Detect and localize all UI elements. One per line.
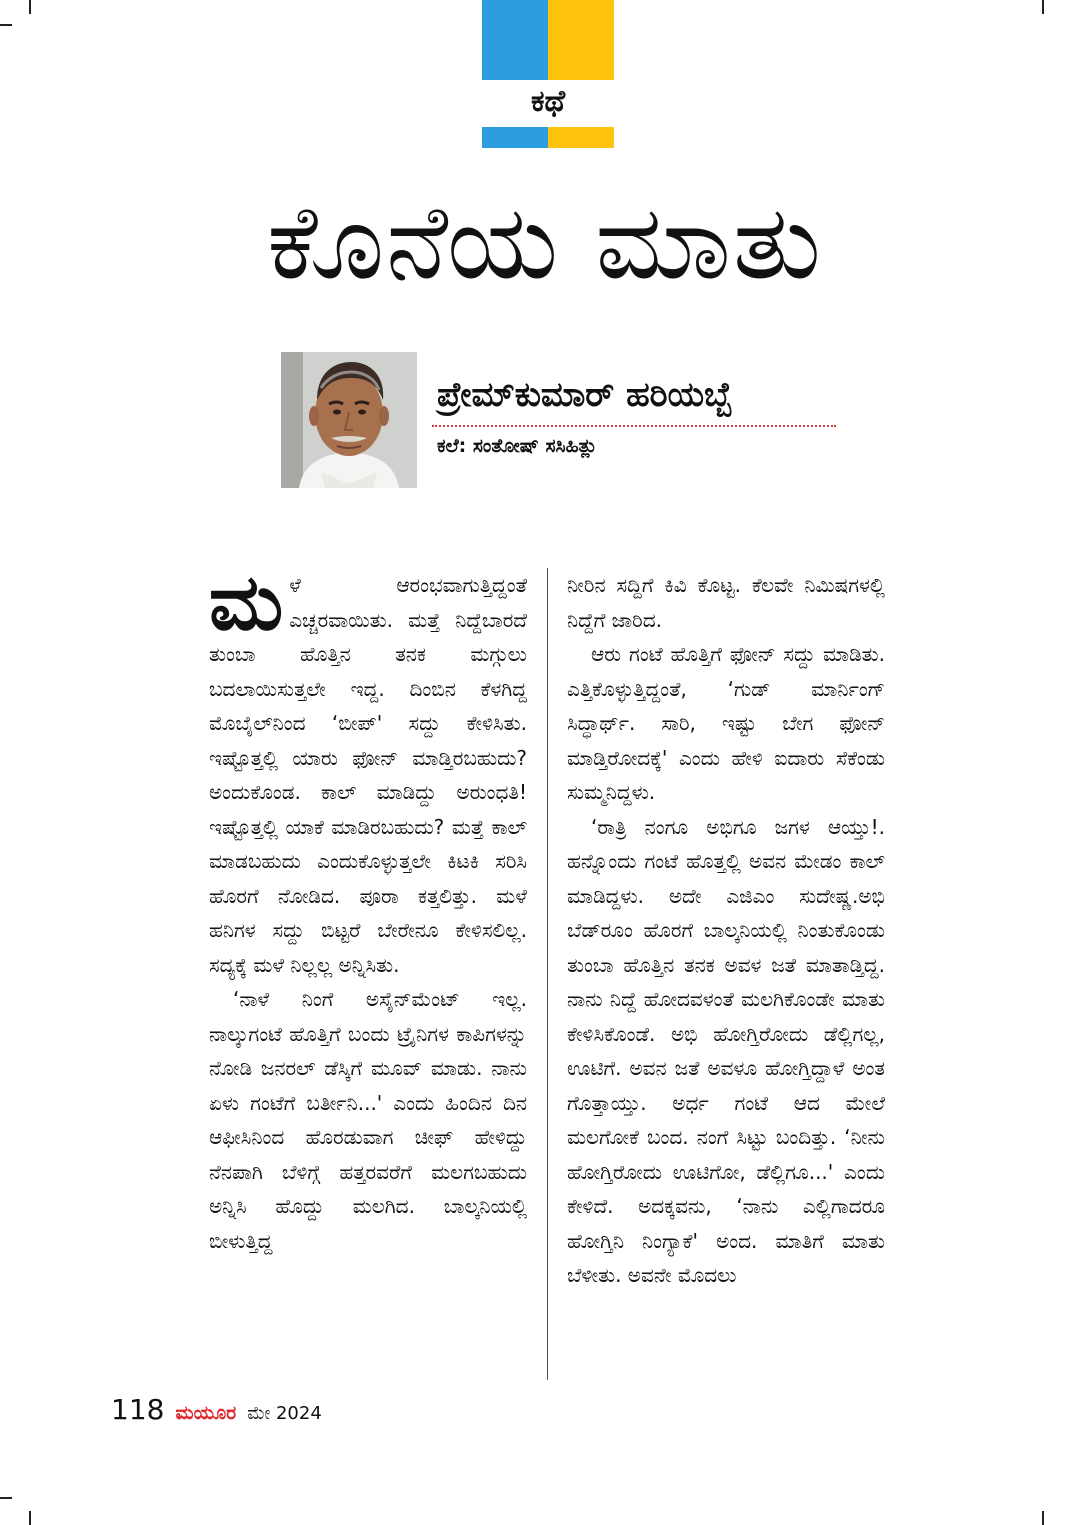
- story-title: ಕೊನೆಯ ಮಾತು: [266, 181, 824, 303]
- article-paragraph: ಆರು ಗಂಟೆ ಹೊತ್ತಿಗೆ ಫೋನ್ ಸದ್ದು ಮಾಡಿತು. ಎತ್ತಿಕೊಳ್ಳುತ್ತಿದ್ದಂತೆ, ‘ಗುಡ್ ಮಾರ್ನಿಂಗ್ ಸಿದ್ಧಾರ್ಥ್. ಸಾರಿ, ಇಷ್ಟು ಬೇಗ ಫೋನ್ ಮಾಡ್ತಿರೋದಕ್ಕೆ' ಎಂದು ಹೇಳಿ ಐದಾರು ಸೆಕೆಂಡು ಸುಮ್ಮನಿದ್ದಳು.: [567, 642, 885, 804]
- logo-blue-strip: [482, 127, 548, 148]
- logo-yellow-block: [548, 0, 614, 80]
- logo-color-bar-bottom: [482, 127, 614, 148]
- page-footer: [111, 1392, 322, 1432]
- article-paragraph: [209, 558, 527, 982]
- magazine-name: ಮಯೂರ: [175, 1402, 237, 1424]
- section-logo: [482, 0, 614, 148]
- column-divider: [547, 568, 548, 1380]
- author-portrait-icon: [281, 352, 417, 488]
- logo-blue-block: [482, 0, 548, 80]
- author-dotted-rule: [432, 425, 836, 427]
- section-label: ಕಥೆ: [530, 84, 566, 119]
- article-column-right: [567, 568, 885, 1293]
- crop-mark: [0, 24, 12, 26]
- article-column-left: [209, 558, 527, 1258]
- crop-mark: [1042, 1511, 1044, 1525]
- crop-mark: [29, 1511, 31, 1525]
- page-number: 118: [111, 1393, 165, 1426]
- paragraph-text: ಳೆ ಆರಂಭವಾಗುತ್ತಿದ್ದಂತೆ ಎಚ್ಚರವಾಯಿತು. ಮತ್ತೆ ನಿದ್ದೆಬಾರದೆ ತುಂಬಾ ಹೊತ್ತಿನ ತನಕ ಮಗ್ಗುಲು ಬದಲಾಯಿಸುತ್ತಲೇ ಇದ್ದ. ದಿಂಬಿನ ಕೆಳಗಿದ್ದ ಮೊಬೈಲ್‌ನಿಂದ ‘ಬೀಪ್' ಸದ್ದು ಕೇಳಿಸಿತು. ಇಷ್ಟೊತ್ತಲ್ಲಿ ಯಾರು ಫೋನ್ ಮಾಡ್ತಿರಬಹುದು? ಅಂದುಕೊಂಡ. ಕಾಲ್ ಮಾಡಿದ್ದು ಅರುಂಧತಿ! ಇಷ್ಟೊತ್ತಲ್ಲಿ ಯಾಕೆ ಮಾಡಿರಬಹುದು? ಮತ್ತೆ ಕಾಲ್ ಮಾಡಬಹುದು ಎಂದುಕೊಳ್ಳುತ್ತಲೇ ಕಿಟಕಿ ಸರಿಸಿ ಹೊರಗೆ ನೋಡಿದ. ಪೂರಾ ಕತ್ತಲಿತ್ತು. ಮಳೆ ಹನಿಗಳ ಸದ್ದು ಬಿಟ್ಟರೆ ಬೇರೇನೂ ಕೇಳಿಸಲಿಲ್ಲ. ಸದ್ಯಕ್ಕೆ ಮಳೆ ನಿಲ್ಲಲ್ಲ ಅನ್ನಿಸಿತು.: [209, 573, 527, 977]
- drop-cap: ಮ: [209, 558, 284, 648]
- author-photo: [281, 352, 417, 488]
- author-name: ಪ್ರೇಮ್‌ಕುಮಾರ್ ಹರಿಯಬ್ಬೆ: [437, 375, 733, 415]
- logo-yellow-strip: [548, 127, 614, 148]
- article-paragraph: ನೀರಿನ ಸದ್ದಿಗೆ ಕಿವಿ ಕೊಟ್ಟ. ಕೆಲವೇ ನಿಮಿಷಗಳಲ್ಲಿ ನಿದ್ದೆಗೆ ಜಾರಿದ.: [567, 573, 885, 632]
- logo-color-bar-top: [482, 0, 614, 80]
- crop-mark: [0, 1497, 12, 1499]
- illustration-credit: ಕಲೆ: ಸಂತೋಷ್ ಸಸಿಹಿತ್ಲು: [437, 435, 598, 457]
- article-paragraph: ‘ನಾಳೆ ನಿಂಗೆ ಅಸೈನ್‌ಮೆಂಟ್ ಇಲ್ಲ. ನಾಲ್ಕುಗಂಟೆ ಹೊತ್ತಿಗೆ ಬಂದು ಟ್ರೈನಿಗಳ ಕಾಪಿಗಳನ್ನು ನೋಡಿ ಜನರಲ್ ಡೆಸ್ಕಿಗೆ ಮೂವ್ ಮಾಡು. ನಾನು ಏಳು ಗಂಟೆಗೆ ಬರ್ತೀನಿ...' ಎಂದು ಹಿಂದಿನ ದಿನ ಆಫೀಸಿನಿಂದ ಹೊರಡುವಾಗ ಚೀಫ್ ಹೇಳಿದ್ದು ನೆನಪಾಗಿ ಬೆಳಿಗ್ಗೆ ಹತ್ತರವರೆಗೆ ಮಲಗಬಹುದು ಅನ್ನಿಸಿ ಹೊದ್ದು ಮಲಗಿದ. ಬಾಲ್ಕನಿಯಲ್ಲಿ ಬೀಳುತ್ತಿದ್ದ: [209, 987, 527, 1253]
- issue-date: ಮೇ 2024: [247, 1403, 322, 1424]
- article-paragraph: ‘ರಾತ್ರಿ ನಂಗೂ ಅಭಿಗೂ ಜಗಳ ಆಯ್ತು!. ಹನ್ನೊಂದು ಗಂಟೆ ಹೊತ್ತಲ್ಲಿ ಅವನ ಮೇಡಂ ಕಾಲ್ ಮಾಡಿದ್ದಳು. ಅದೇ ಎಜಿಎಂ ಸುದೇಷ್ಣ.ಅಭಿ ಬೆಡ್‌ರೂಂ ಹೊರಗೆ ಬಾಲ್ಕನಿಯಲ್ಲಿ ನಿಂತುಕೊಂಡು ತುಂಬಾ ಹೊತ್ತಿನ ತನಕ ಅವಳ ಜತೆ ಮಾತಾಡ್ತಿದ್ದ. ನಾನು ನಿದ್ದೆ ಹೋದವಳಂತೆ ಮಲಗಿಕೊಂಡೇ ಮಾತು ಕೇಳಿಸಿಕೊಂಡೆ. ಅಭಿ ಹೋಗ್ತಿರೋದು ಡೆಲ್ಲಿಗಲ್ಲ, ಊಟಿಗೆ. ಅವನ ಜತೆ ಅವಳೂ ಹೋಗ್ತಿದ್ದಾಳೆ ಅಂತ ಗೊತ್ತಾಯ್ತು. ಅರ್ಧ ಗಂಟೆ ಆದ ಮೇಲೆ ಮಲಗೋಕೆ ಬಂದ. ನಂಗೆ ಸಿಟ್ಟು ಬಂದಿತ್ತು. ‘ನೀನು ಹೋಗ್ತಿರೋದು ಊಟಿಗೋ, ಡೆಲ್ಲಿಗೂ...' ಎಂದು ಕೇಳಿದೆ. ಅದಕ್ಕವನು, ‘ನಾನು ಎಲ್ಲಿಗಾದರೂ ಹೋಗ್ತಿನಿ ನಿಂಗ್ಯಾಕೆ' ಅಂದ. ಮಾತಿಗೆ ಮಾತು ಬೆಳೀತು. ಅವನೇ ಮೊದಲು: [567, 814, 885, 1287]
- crop-mark: [29, 0, 31, 14]
- crop-mark: [1042, 0, 1044, 14]
